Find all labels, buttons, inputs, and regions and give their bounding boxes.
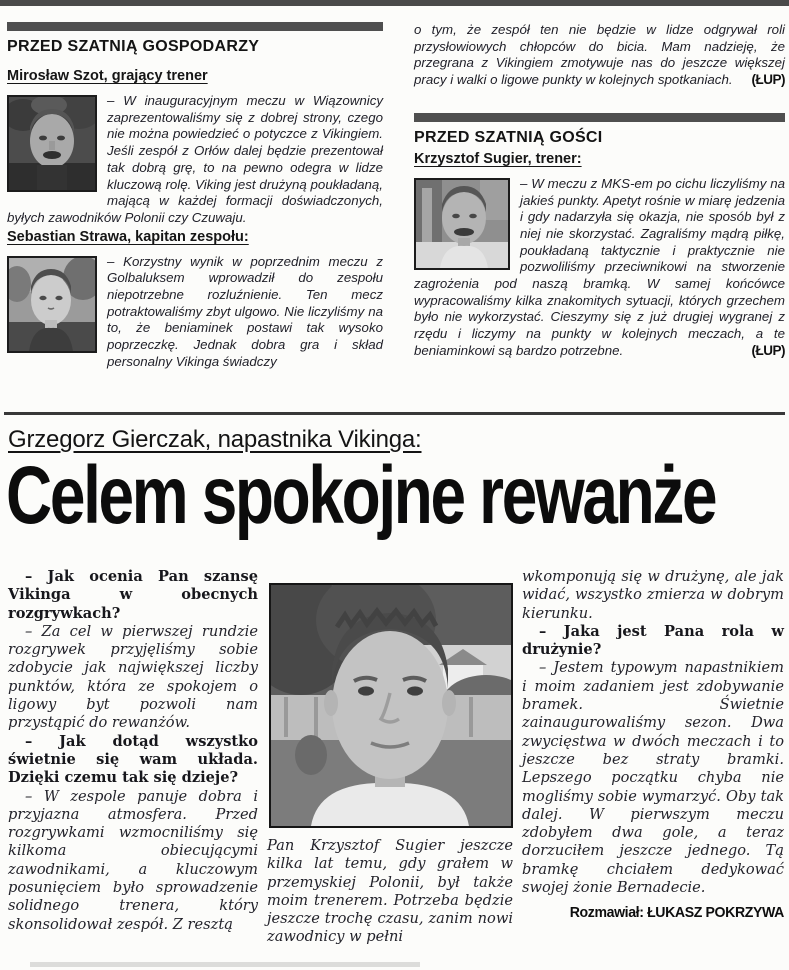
strawa-quote-block — [7, 254, 383, 371]
author-initials-lup: (ŁUP) — [751, 72, 785, 88]
interview-headline: Celem spokojne rewanże — [6, 450, 716, 541]
portrait-young-man-image — [9, 258, 95, 351]
answer-3: – Jestem typowym napastnikiem i moim zadaniem jest zdobywanie bramek. Świetnie zainaugurowaliśmy sezon. Dwa zwycięstwa w dwóch meczach i to jeszcze bez straty bramki. Lepszego początku chyba nie mogliśmy sobie wymarzyć. Oby tak dalej. W pierwszym meczu zdobyłem dwa gole, a teraz dorzuciłem jeszcze jednego. Tą bramkę chciałem dedykować swojej żonie Bernadecie. — [522, 659, 784, 897]
scan-artifact — [30, 962, 420, 967]
strawa-quote-text: – Korzystny wynik w poprzednim meczu z Golbaluksem wprowadził do zespołu niepotrzebne rozluźnienie. Ten mecz potraktowaliśmy zbyt ulgowo. Nie liczyliśmy na to, że beniaminek postawi tak wysoko poprzeczkę. Jednak dobra gra i skład personalny Vikinga świadczy — [107, 253, 383, 369]
sugier-portrait-photo — [414, 178, 510, 270]
question-1: – Jak ocenia Pan szansę Vikinga w obecnych rozgrywkach? — [8, 568, 258, 622]
photo-caption: Pan Krzysztof Sugier jeszcze kilka lat temu, gdy grałem w przemyskiej Polonii, był także moim trenerem. Potrzeba będzie jeszcze trochę czasu, zanim nowi zawodnicy w pełni — [267, 837, 513, 946]
author-initials-lup: (ŁUP) — [751, 342, 785, 358]
section-divider-rule — [4, 412, 785, 415]
interviewer-byline: Rozmawiał: ŁUKASZ POKRZYWA — [569, 904, 784, 922]
szot-quote-block — [7, 93, 383, 227]
interview-column-1 — [8, 568, 258, 947]
page-top-rule — [0, 0, 789, 6]
interview-body — [8, 568, 784, 947]
interview-column-2 — [267, 568, 513, 947]
sugier-quote-text: – W meczu z MKS-em po cichu liczyliśmy na jakieś punkty. Apetyt rośnie w miarę jedzenia i gdy nadarzyła się okazja, nie sposób był z niej nie skorzystać. Zagraliśmy mądrą piłkę, poukładaną taktycznie i praktycznie nie pozwoliliśmy przeciwnikowi na stworzenie zagrożenia pod naszą bramką. W samej końcówce wypracowaliśmy kilka znakomitych sytuacji, których grzechem było nie wykorzystać. Cieszymy się z już drugiej wygranej z rzędu i liczymy na punkty w kolejnych meczach, a te beniaminkowi są bardzo potrzebne. — [414, 175, 785, 358]
gierczak-headshot-photo — [269, 583, 513, 828]
answer-1: – Za cel w pierwszej rundzie rozgrywek przyjęliśmy sobie zdobycie jak największej liczby punktów, która ze spokojem o ligowy byt pozwoli nam przystąpić do rewanżów. — [8, 622, 258, 732]
answer-2-continuation: wkomponują się w drużynę, ale jak widać, wszystko zmierza w dobrym kierunku. — [522, 568, 784, 622]
szot-quote-text: – W inauguracyjnym meczu w Wiązownicy zaprezentowaliśmy się z dobrej strony, czego nie można powiedzieć o potyczce z Vikingiem. Jeśli zespół z Orłów dalej będzie prezentował tak dobrą grę, to na pewno odegra w lidze kluczową rolę. Viking jest drużyną poukładaną, mającą w każdej formacji doświadczonych, byłych zawodników Polonii czy Czuwaju. — [7, 93, 383, 225]
section-bar — [7, 22, 383, 31]
speaker-name-miroslaw-szot: Mirosław Szot, grający trener — [7, 68, 208, 84]
interview-kicker: Grzegorz Gierczak, napastnika Vikinga: — [8, 426, 422, 453]
portrait-mustache-man-image — [9, 97, 95, 190]
answer-2: – W zespole panuje dobra i przyjazna atmosfera. Przed rozgrywkami wzmocniliśmy się kilkoma obiecującymi zawodnikami, a kluczowym posunięciem było sprowadzenie solidnego trenera, który skonsolidował zespół. Z resztą — [8, 787, 258, 933]
portrait-trainer-image — [416, 180, 508, 268]
host-quote-continuation-text: o tym, że zespół ten nie będzie w lidze odgrywał roli przysłowiowych chłopców do bicia. Mam nadzieję, że przegrana z Vikingiem zmotywuje nas do jeszcze większej pracy i walki o ligowe punkty w kolejnych spotkaniach. — [414, 22, 785, 88]
host-dressing-room-section — [7, 22, 383, 371]
guest-dressing-room-section — [414, 22, 785, 360]
guest-section-header: PRZED SZATNIĄ GOŚCI — [414, 128, 603, 146]
player-headshot-image — [271, 585, 511, 826]
sugier-quote-block — [414, 176, 785, 360]
host-section-header: PRZED SZATNIĄ GOSPODARZY — [7, 38, 260, 55]
strawa-portrait-photo — [7, 256, 97, 353]
host-quote-continuation-block — [414, 22, 785, 89]
interview-column-3 — [522, 568, 784, 947]
speaker-name-krzysztof-sugier: Krzysztof Sugier, trener: — [414, 150, 582, 167]
section-bar — [414, 113, 785, 122]
question-2: – Jak dotąd wszystko świetnie się wam układa. Dzięki czemu tak się dzieje? — [8, 732, 258, 787]
question-3: – Jaka jest Pana rola w drużynie? — [522, 622, 784, 659]
szot-portrait-photo — [7, 95, 97, 192]
speaker-name-sebastian-strawa: Sebastian Strawa, kapitan zespołu: — [7, 228, 249, 245]
